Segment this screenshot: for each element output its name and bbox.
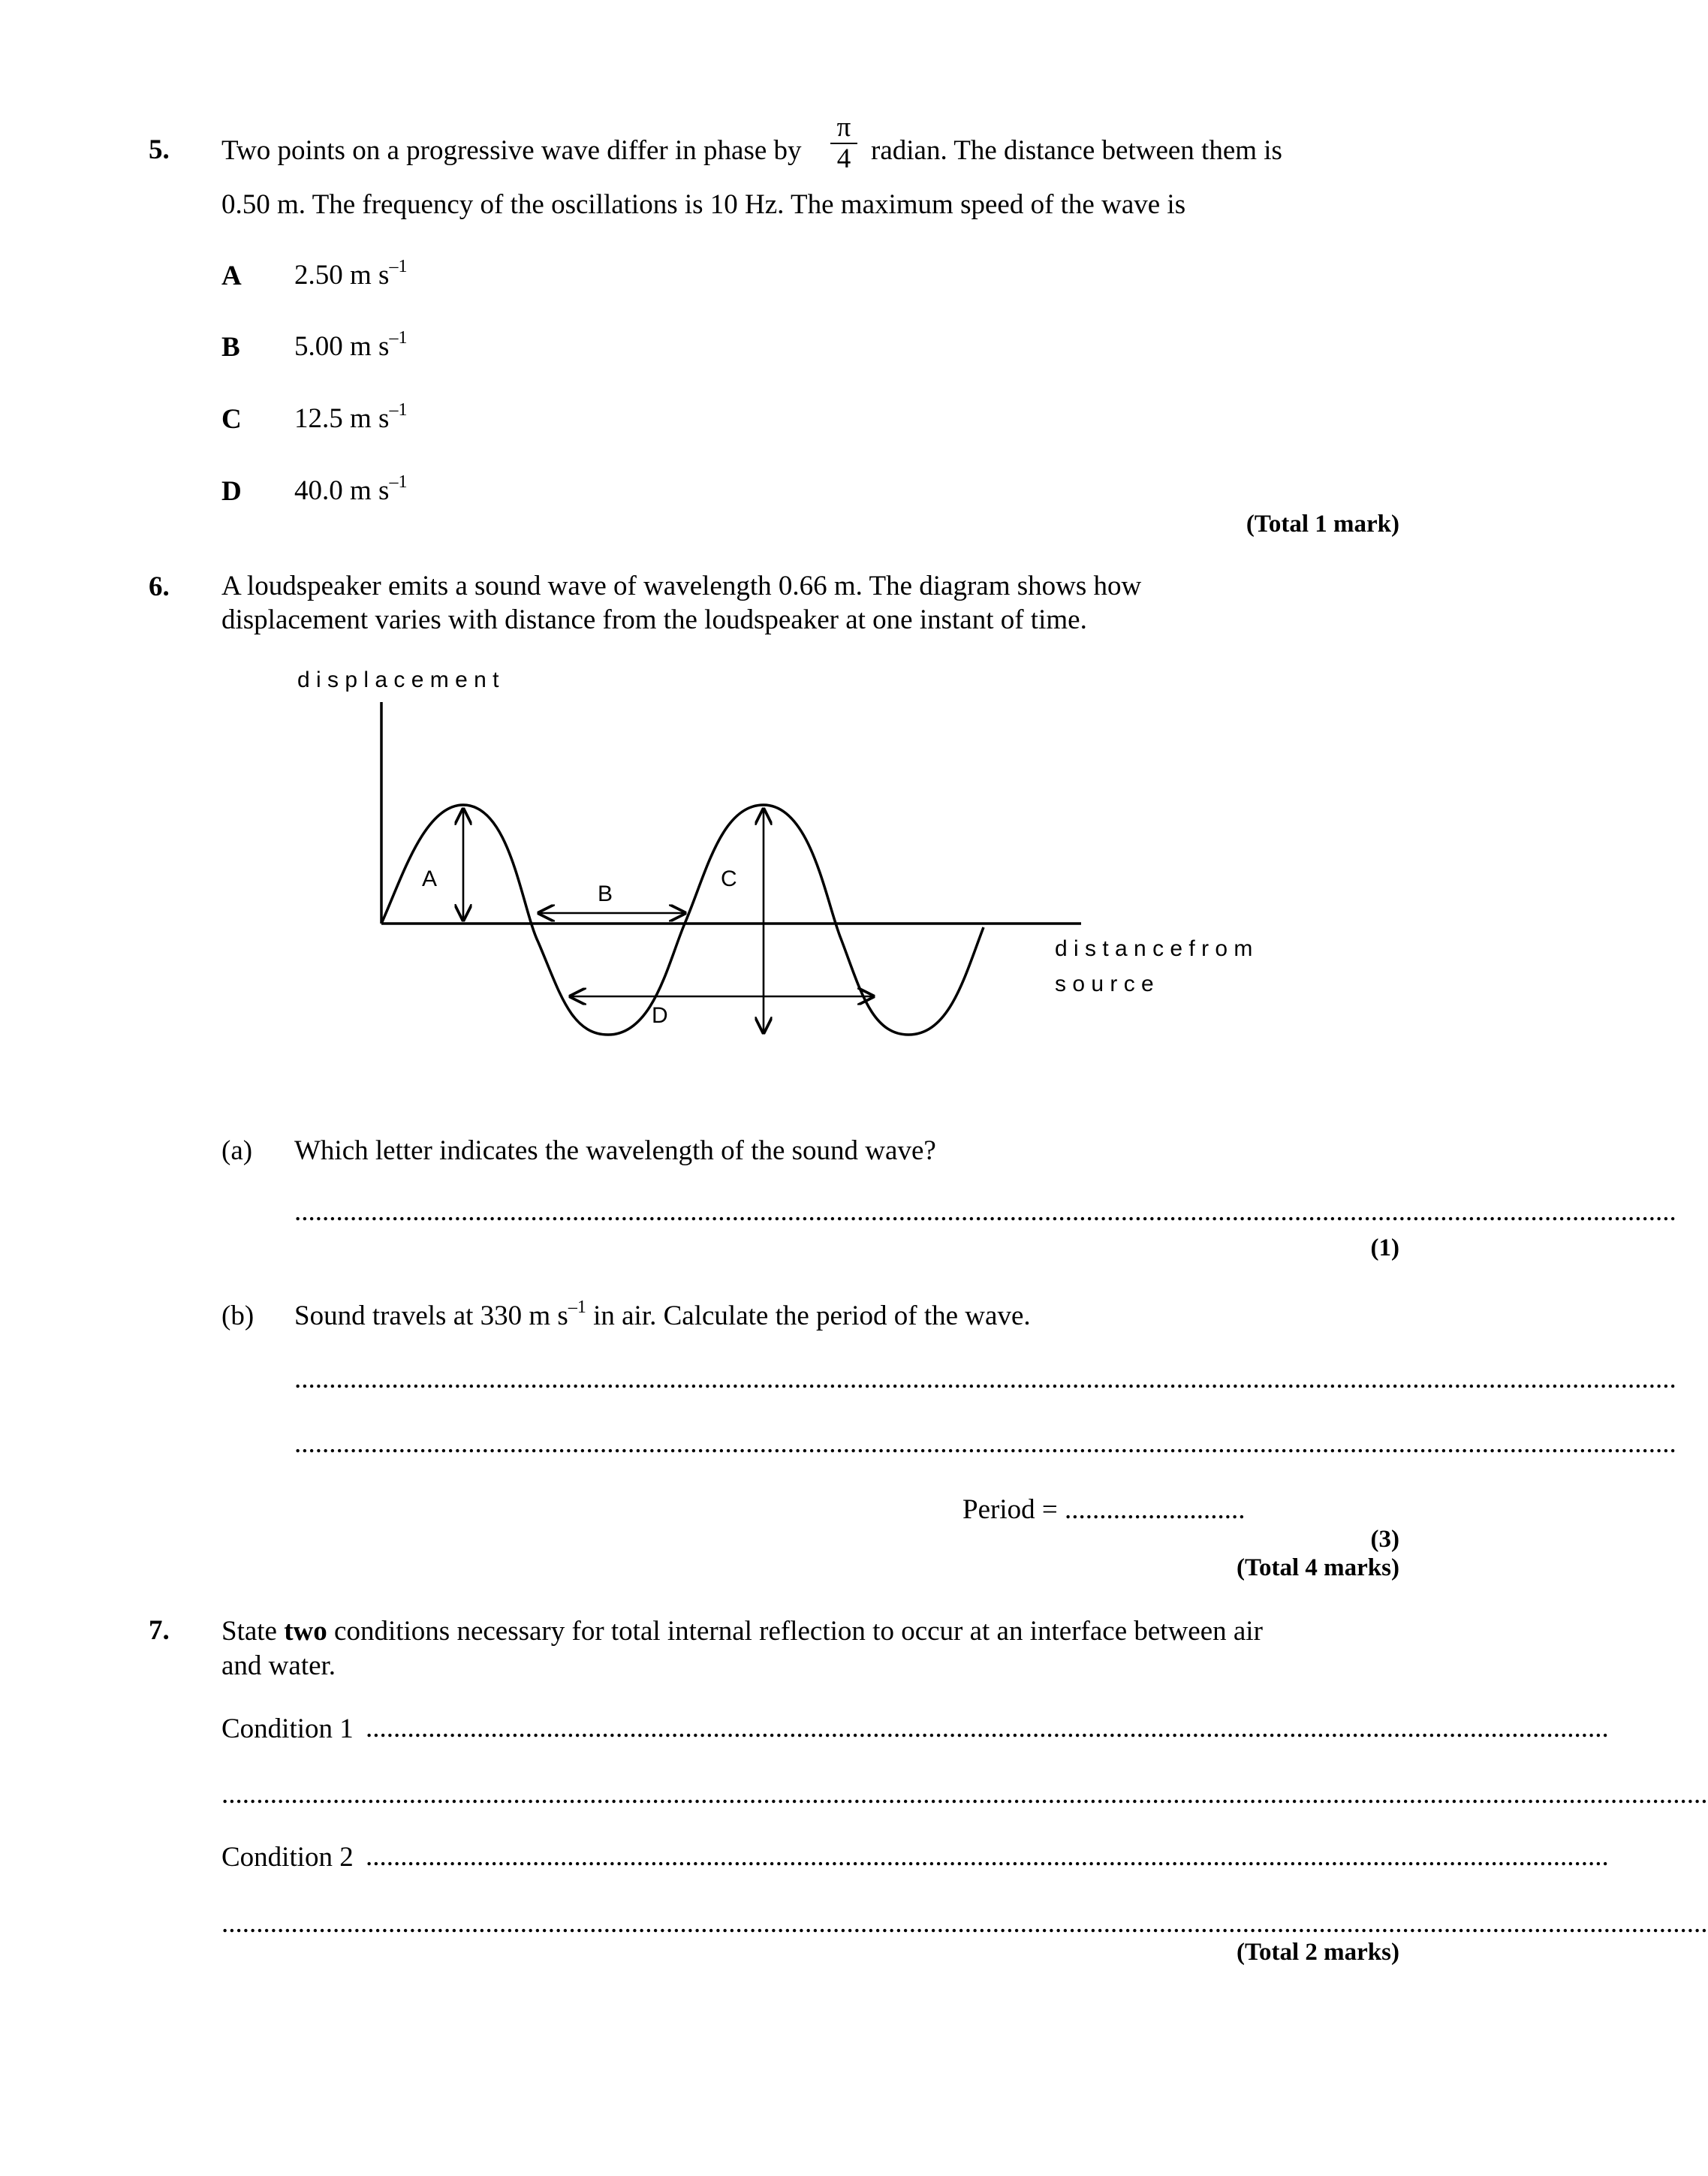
q6b-working-line-2[interactable]: .......................................................................................................................................................................................................	[294, 1428, 1676, 1459]
q6b-text: Sound travels at 330 m $s^{-1}$ in air. Calculate the period of the wave.	[294, 1297, 1031, 1331]
q6a-answer-line[interactable]: .......................................................................................................................................................................................................	[294, 1196, 1676, 1227]
q5-option-d-value: 40.0 m $s^{-1}$	[294, 472, 408, 506]
q6a-marks: (1)	[1370, 1234, 1399, 1261]
label-c: C	[721, 866, 737, 891]
q5-total-marks: (Total 1 mark)	[1246, 511, 1399, 538]
q7-condition1-line[interactable]: ...................................................................................................................................................................................	[366, 1713, 1609, 1744]
q5-frac-numerator: π	[836, 112, 851, 143]
q7-condition2-label: Condition 2	[221, 1842, 354, 1873]
q7-text-line1: State two conditions necessary for total internal reflection to occur at an interface between air	[221, 1616, 1263, 1647]
q6-text-line2: displacement varies with distance from the loudspeaker at one instant of time.	[221, 604, 1087, 635]
q6b-period-label: Period =	[962, 1494, 1065, 1525]
q7-condition2-line[interactable]: ...................................................................................................................................................................................	[366, 1841, 1609, 1872]
q6-number: 6.	[149, 571, 170, 602]
q5-option-b-value: 5.00 m $s^{-1}$	[294, 328, 408, 362]
q6-total-marks: (Total 4 marks)	[1237, 1554, 1399, 1581]
q5-option-b-letter: B	[221, 332, 240, 363]
q6-text-line1: A loudspeaker emits a sound wave of wavelength 0.66 m. The diagram shows how	[221, 571, 1142, 601]
q5-option-d-letter: D	[221, 476, 242, 507]
q5-text-line2: 0.50 m. The frequency of the oscillations is 10 Hz. The maximum speed of the wave is	[221, 189, 1186, 220]
q6b-marks: (3)	[1370, 1526, 1399, 1553]
q5-text-before: Two points on a progressive wave differ in phase by	[221, 135, 802, 166]
q5-frac-denominator: 4	[836, 143, 851, 174]
q5-text-after: radian. The distance between them is	[871, 135, 1282, 166]
wave-curve	[381, 805, 984, 1035]
q6a-label: (a)	[221, 1135, 253, 1166]
q5-option-c-letter: C	[221, 404, 242, 435]
q5-number: 5.	[149, 134, 170, 165]
q7-condition2-line-2[interactable]: ......................................................................................................................................................................................................................	[221, 1908, 1708, 1939]
label-b: B	[598, 882, 613, 906]
q6b-label: (b)	[221, 1300, 255, 1331]
q6b-period-row	[962, 1493, 1245, 1527]
x-axis-label-1: d i s t a n c e f r o m	[1055, 936, 1253, 961]
x-axis-label-2: s o u r c e	[1055, 972, 1154, 996]
q6b-period-input[interactable]: ..........................	[1064, 1494, 1246, 1525]
q7-condition1-label: Condition 1	[221, 1713, 354, 1744]
q6a-text: Which letter indicates the wavelength of the sound wave?	[294, 1135, 936, 1166]
label-a: A	[422, 866, 438, 891]
q5-option-c-value: 12.5 m $s^{-1}$	[294, 400, 408, 434]
label-d: D	[652, 1003, 668, 1028]
q6b-working-line-1[interactable]: .......................................................................................................................................................................................................	[294, 1364, 1676, 1394]
q7-text-line2: and water.	[221, 1650, 336, 1681]
q5-option-a-letter: A	[221, 261, 242, 291]
q7-number: 7.	[149, 1615, 170, 1646]
q5-option-a-value: 2.50 m $s^{-1}$	[294, 257, 408, 291]
y-axis-label: d i s p l a c e m e n t	[297, 668, 499, 692]
q7-total-marks: (Total 2 marks)	[1237, 1939, 1399, 1966]
q7-condition1-line-2[interactable]: ......................................................................................................................................................................................................................	[221, 1779, 1708, 1810]
